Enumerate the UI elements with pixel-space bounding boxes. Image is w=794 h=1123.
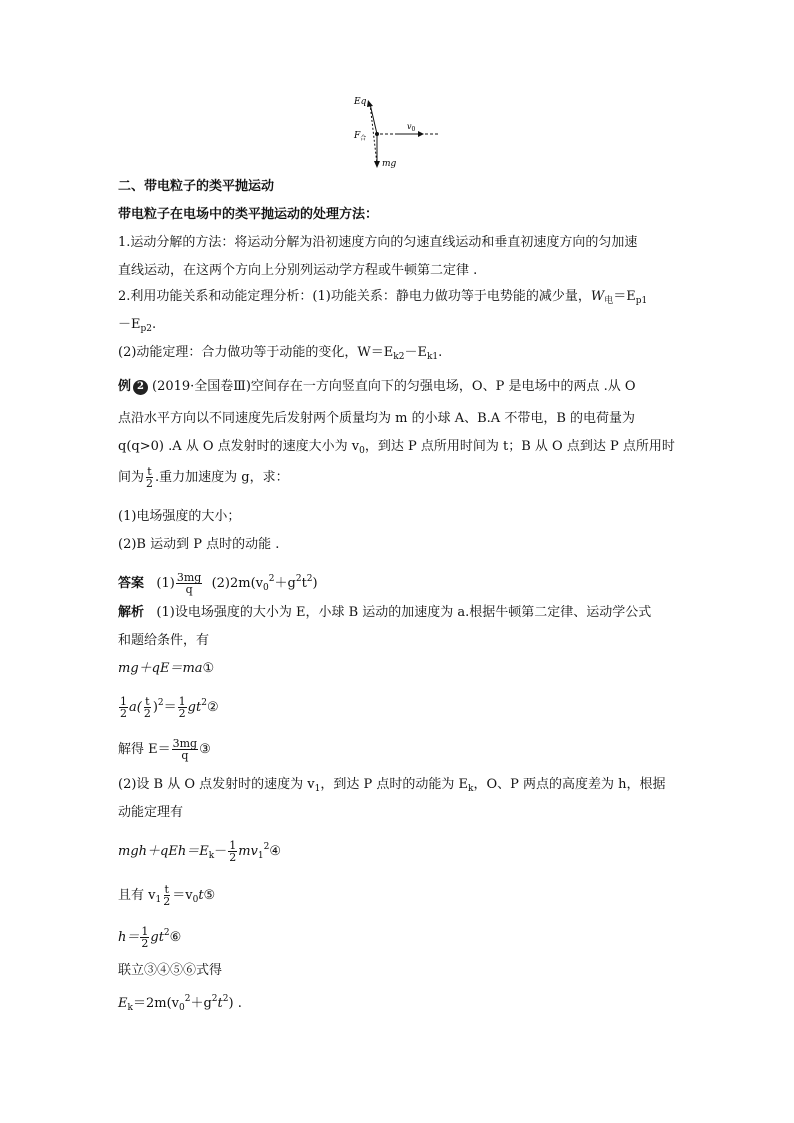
- label-mg: mg: [382, 159, 397, 169]
- example-line3: q(q>0) .A 从 O 点发射时的速度大小为 $v_0$，到达 P 点所用时间为 t；B 从 O 点到达 P 点所用时: [118, 439, 675, 456]
- analysis-line1: 解析 (1)设电场强度的大小为 E，小球 B 运动的加速度为 a.根据牛顿第二定律、运动学公式: [118, 605, 652, 620]
- section-title: 二、带电粒子的类平抛运动: [118, 179, 275, 194]
- example-line4: 间为 $\frac{t}{2}$ .重力加速度为 g，求：: [118, 465, 289, 490]
- method3-line: (2)动能定理：合力做功等于动能的变化，$W=E_{k2}-E_{k1}$.: [118, 345, 443, 362]
- method2-line1: 2.利用功能关系和动能定理分析：(1)功能关系：静电力做功等于电势能的减少量，$W_电=E_{p1}$: [118, 289, 648, 306]
- analysis-line5: 联立③④⑤⑥式得: [118, 963, 223, 978]
- answer-line: 答案 (1) $\frac{3mg}{q}$ $(2)2m(v_0^2+g^2t^2)$: [118, 571, 318, 596]
- velocity-arrowhead: [418, 131, 424, 137]
- example-label: 例: [118, 379, 132, 394]
- mg-arrowhead: [374, 161, 380, 168]
- example-line2: 点沿水平方向以不同速度先后发射两个质量均为 m 的小球 A、B.A 不带电，B 的电荷量为: [118, 411, 636, 426]
- question-1: (1)电场强度的大小；: [118, 509, 241, 524]
- analysis-line3: (2)设 B 从 O 点发射时的速度为 $v_1$，到达 P 点时的动能为 $E_k$，O、P 两点的高度差为 h，根据: [118, 777, 666, 794]
- equation-3: 解得 E＝ $\frac{3mg}{q}$ ③: [118, 737, 211, 762]
- analysis-line2: 和题给条件，有: [118, 633, 210, 648]
- method1-line1: 1.运动分解的方法：将运动分解为沿初速度方向的匀速直线运动和垂直初速度方向的匀加速: [118, 235, 638, 250]
- analysis-label: 解析: [118, 605, 145, 620]
- label-eq: Eq: [354, 97, 367, 107]
- particle-dot: [375, 132, 379, 136]
- question-2: (2)B 运动到 P 点时的动能 .: [118, 537, 280, 552]
- method2-line2: $-E_{p2}$.: [118, 317, 157, 334]
- analysis-line4: 动能定理有: [118, 805, 184, 820]
- force-diagram: [340, 92, 450, 172]
- equation-5: 且有 $v_1$ $\frac{t}{2}$ $=v_0t⑤$: [118, 883, 216, 908]
- answer-label: 答案: [118, 576, 145, 591]
- method1-line2: 直线运动，在这两个方向上分别列运动学方程或牛顿第二定律 .: [118, 263, 478, 278]
- example-line1: 例 2 (2019·全国卷Ⅲ)空间存在一方向竖直向下的匀强电场，O、P 是电场中的两点 .从 O: [118, 379, 636, 394]
- equation-2: $\frac{1}{2}$ a( $\frac{t}{2}$ )$^2$＝ $\frac{1}{2}$ $gt^2②$: [120, 695, 219, 720]
- section-subtitle: 带电粒子在电场中的类平抛运动的处理方法：: [118, 207, 379, 222]
- label-v0: $v_0$: [407, 122, 416, 133]
- equation-6: h＝ $\frac{1}{2}$ $gt^2⑥$: [118, 925, 182, 950]
- example-number-badge: 2: [133, 380, 148, 395]
- final-result: $E_k=2m(v_0^2+g^2t^2)$ .: [118, 994, 242, 1013]
- equation-1: mg＋qE＝ma①: [118, 661, 215, 676]
- equation-4: $mgh+qEh=E_k-$ $\frac{1}{2}$ $mv_1^2④$: [118, 839, 281, 864]
- eq-force-arrow: [370, 104, 377, 134]
- label-f: $F_合$: [354, 131, 367, 142]
